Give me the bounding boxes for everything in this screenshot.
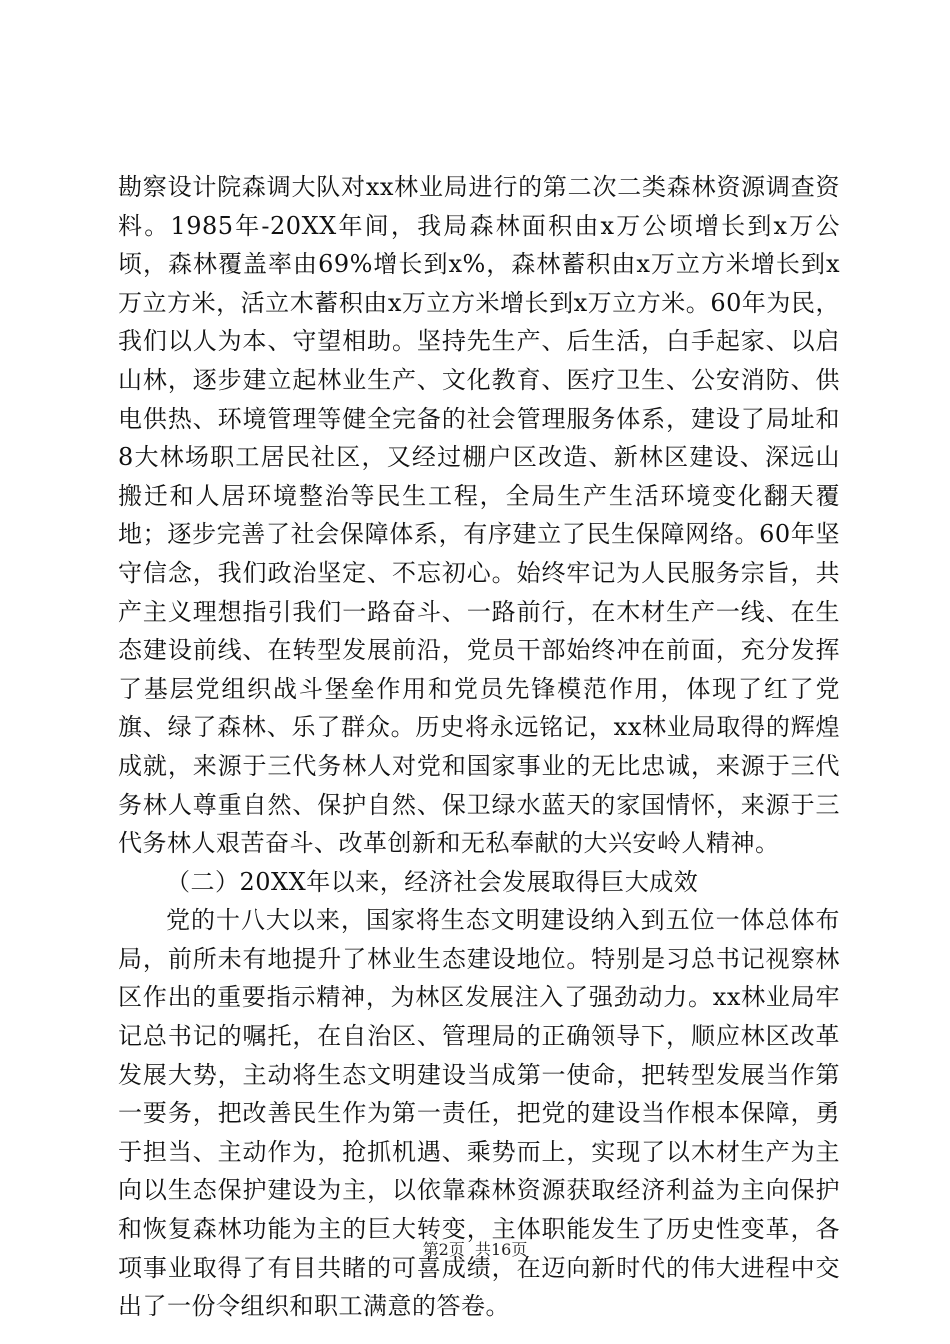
- document-body: [118, 168, 840, 1326]
- paragraph-development: 党的十八大以来，国家将生态文明建设纳入到五位一体总体布局，前所未有地提升了林业生态建设地位。特别是习总书记视察林区作出的重要指示精神，为林区发展注入了强劲动力。xx林业局牢记总书记的嘱托，在自治区、管理局的正确领导下，顺应林区改革发展大势，主动将生态文明建设当成第一使命，把转型发展当作第一要务，把改善民生作为第一责任，把党的建设当作根本保障，勇于担当、主动作为，抢抓机遇、乘势而上，实现了以木材生产为主向以生态保护建设为主，以依靠森林资源获取经济利益为主向保护和恢复森林功能为主的巨大转变，主体职能发生了历史性变革，各项事业取得了有目共睹的可喜成绩，在迈向新时代的伟大进程中交出了一份令组织和职工满意的答卷。: [118, 906, 840, 1321]
- paragraph-continuation: 勘察设计院森调大队对xx林业局进行的第二次二类森林资源调查资料。1985年-20XX年间，我局森林面积由x万公顷增长到x万公顷，森林覆盖率由69%增长到x%，森林蓄积由x万立方米增长到x万立方米，活立木蓄积由x万立方米增长到x万立方米。60年为民，我们以人为本、守望相助。坚持先生产、后生活，白手起家、以启山林，逐步建立起林业生产、文化教育、医疗卫生、公安消防、供电供热、环境管理等健全完备的社会管理服务体系，建设了局址和8大林场职工居民社区，又经过棚户区改造、新林区建设、深远山搬迁和人居环境整治等民生工程，全局生产生活环境变化翻天覆地；逐步完善了社会保障体系，有序建立了民生保障网络。60年坚守信念，我们政治坚定、不忘初心。始终牢记为人民服务宗旨，共产主义理想指引我们一路奋斗、一路前行，在木材生产一线、在生态建设前线、在转型发展前沿，党员干部始终冲在前面，充分发挥了基层党组织战斗堡垒作用和党员先锋模范作用，体现了红了党旗、绿了森林、乐了群众。历史将永远铭记，xx林业局取得的辉煌成就，来源于三代务林人对党和国家事业的无比忠诚，来源于三代务林人尊重自然、保护自然、保卫绿水蓝天的家国情怀，来源于三代务林人艰苦奋斗、改革创新和无私奉献的大兴安岭人精神。: [118, 173, 840, 858]
- section-heading: （二）20XX年以来，经济社会发展取得巨大成效: [166, 867, 699, 896]
- page-number: 第2页 共16页: [422, 1240, 528, 1259]
- page-footer: [0, 1240, 950, 1260]
